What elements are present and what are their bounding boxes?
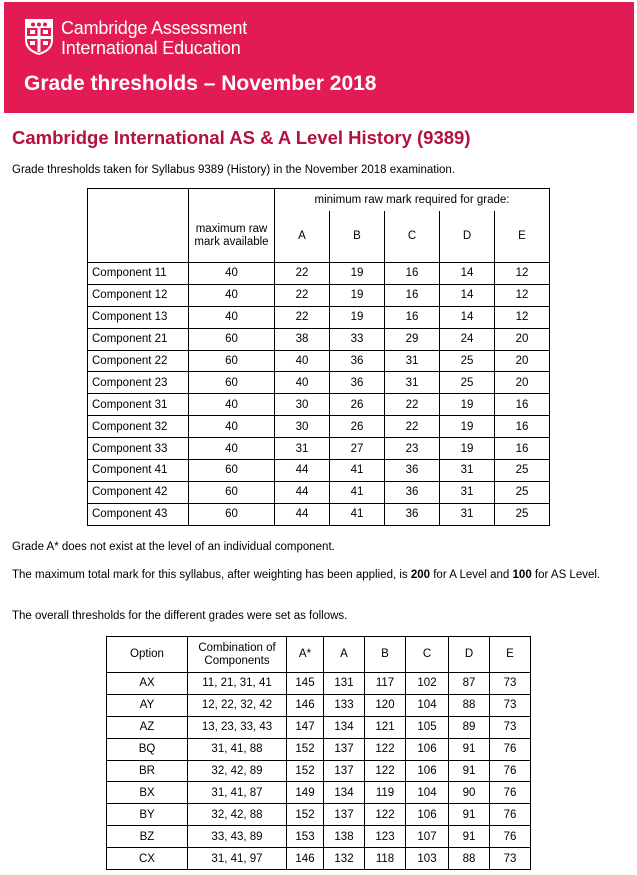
- combination-cell: 32, 42, 88: [188, 804, 287, 826]
- component-thresholds-table: [87, 188, 550, 526]
- table-row: [107, 804, 531, 826]
- column-header: E: [490, 637, 531, 673]
- threshold-cell: 19: [440, 416, 495, 438]
- component-name-cell: Component 21: [88, 328, 189, 350]
- option-thresholds-table: [106, 636, 531, 870]
- threshold-cell: 152: [287, 804, 324, 826]
- threshold-cell: 76: [490, 804, 531, 826]
- component-name-cell: Component 23: [88, 372, 189, 394]
- table-row: [88, 481, 550, 503]
- threshold-cell: 73: [490, 716, 531, 738]
- option-code-cell: BR: [107, 760, 188, 782]
- threshold-cell: 30: [275, 394, 330, 416]
- option-code-cell: BY: [107, 804, 188, 826]
- threshold-cell: 107: [406, 826, 449, 848]
- threshold-cell: 146: [287, 848, 324, 870]
- threshold-cell: 27: [330, 438, 385, 460]
- threshold-cell: 137: [324, 738, 365, 760]
- grade-span-header: minimum raw mark required for grade:: [275, 189, 550, 211]
- threshold-cell: 16: [385, 306, 440, 328]
- threshold-cell: 147: [287, 716, 324, 738]
- option-code-cell: BX: [107, 782, 188, 804]
- threshold-cell: 31: [385, 372, 440, 394]
- threshold-cell: 91: [449, 738, 490, 760]
- table-row: [107, 738, 531, 760]
- threshold-cell: 26: [330, 394, 385, 416]
- component-name-cell: Component 42: [88, 481, 189, 503]
- grade-header: E: [495, 211, 550, 263]
- option-code-cell: AY: [107, 694, 188, 716]
- threshold-cell: 44: [275, 460, 330, 482]
- threshold-cell: 73: [490, 694, 531, 716]
- column-header: C: [406, 637, 449, 673]
- threshold-cell: 14: [440, 263, 495, 285]
- threshold-cell: 36: [385, 503, 440, 525]
- max-mark-cell: 60: [189, 460, 275, 482]
- max-mark-cell: 40: [189, 416, 275, 438]
- threshold-cell: 25: [495, 503, 550, 525]
- component-name-cell: Component 32: [88, 416, 189, 438]
- threshold-cell: 146: [287, 694, 324, 716]
- threshold-cell: 25: [440, 372, 495, 394]
- threshold-cell: 19: [440, 394, 495, 416]
- table-row: [88, 263, 550, 285]
- threshold-cell: 36: [330, 350, 385, 372]
- threshold-cell: 153: [287, 826, 324, 848]
- max-mark-cell: 40: [189, 306, 275, 328]
- table-row: [88, 503, 550, 525]
- column-header: D: [449, 637, 490, 673]
- component-name-cell: Component 12: [88, 284, 189, 306]
- table-row: [107, 848, 531, 870]
- table-row: [107, 826, 531, 848]
- threshold-cell: 104: [406, 782, 449, 804]
- combination-cell: 31, 41, 97: [188, 848, 287, 870]
- intro-text: Grade thresholds taken for Syllabus 9389 (History) in the November 2018 examination.: [12, 164, 455, 176]
- threshold-cell: 22: [275, 306, 330, 328]
- table-row: [88, 306, 550, 328]
- threshold-cell: 152: [287, 760, 324, 782]
- table-row: [107, 673, 531, 695]
- max-mark-cell: 60: [189, 503, 275, 525]
- threshold-cell: 23: [385, 438, 440, 460]
- threshold-cell: 19: [330, 263, 385, 285]
- combination-cell: 32, 42, 89: [188, 760, 287, 782]
- threshold-cell: 88: [449, 694, 490, 716]
- combination-cell: 11, 21, 31, 41: [188, 673, 287, 695]
- empty-corner-cell: [88, 189, 189, 263]
- max-mark-cell: 40: [189, 284, 275, 306]
- max-mark-cell: 60: [189, 372, 275, 394]
- threshold-cell: 76: [490, 760, 531, 782]
- table-row: [88, 438, 550, 460]
- table-row: [88, 372, 550, 394]
- combination-cell: 12, 22, 32, 42: [188, 694, 287, 716]
- cambridge-crest-icon: [24, 18, 54, 56]
- option-code-cell: AZ: [107, 716, 188, 738]
- threshold-cell: 22: [275, 263, 330, 285]
- max-as-level-value: 100: [512, 569, 532, 581]
- threshold-cell: 117: [365, 673, 406, 695]
- max-a-level-value: 200: [410, 569, 431, 581]
- threshold-cell: 29: [385, 328, 440, 350]
- threshold-cell: 16: [385, 284, 440, 306]
- component-name-cell: Component 13: [88, 306, 189, 328]
- threshold-cell: 91: [449, 760, 490, 782]
- threshold-cell: 30: [275, 416, 330, 438]
- combination-cell: 31, 41, 87: [188, 782, 287, 804]
- combination-cell: 31, 41, 88: [188, 738, 287, 760]
- option-code-cell: AX: [107, 673, 188, 695]
- threshold-cell: 19: [330, 284, 385, 306]
- threshold-cell: 40: [275, 372, 330, 394]
- threshold-cell: 16: [495, 438, 550, 460]
- threshold-cell: 90: [449, 782, 490, 804]
- max-note-prefix: The maximum total mark for this syllabus, after weighting has been applied, is: [12, 569, 411, 581]
- component-name-cell: Component 33: [88, 438, 189, 460]
- threshold-cell: 36: [385, 481, 440, 503]
- component-name-cell: Component 22: [88, 350, 189, 372]
- overall-thresholds-note: The overall thresholds for the different grades were set as follows.: [12, 610, 348, 622]
- threshold-cell: 134: [324, 782, 365, 804]
- threshold-cell: 118: [365, 848, 406, 870]
- threshold-cell: 123: [365, 826, 406, 848]
- threshold-cell: 138: [324, 826, 365, 848]
- max-mark-cell: 40: [189, 394, 275, 416]
- component-name-cell: Component 11: [88, 263, 189, 285]
- threshold-cell: 132: [324, 848, 365, 870]
- threshold-cell: 25: [495, 460, 550, 482]
- table-row: [88, 394, 550, 416]
- table-row: [88, 460, 550, 482]
- threshold-cell: 145: [287, 673, 324, 695]
- max-mark-note: [12, 569, 602, 582]
- threshold-cell: 41: [330, 503, 385, 525]
- threshold-cell: 31: [440, 503, 495, 525]
- combination-cell: 33, 43, 89: [188, 826, 287, 848]
- threshold-cell: 104: [406, 694, 449, 716]
- threshold-cell: 137: [324, 804, 365, 826]
- grade-header: A: [275, 211, 330, 263]
- threshold-cell: 26: [330, 416, 385, 438]
- threshold-cell: 16: [495, 394, 550, 416]
- table-row: [107, 782, 531, 804]
- max-mark-cell: 40: [189, 263, 275, 285]
- empty-header-cell: [189, 189, 275, 211]
- threshold-cell: 119: [365, 782, 406, 804]
- threshold-cell: 19: [330, 306, 385, 328]
- threshold-cell: 87: [449, 673, 490, 695]
- threshold-cell: 19: [440, 438, 495, 460]
- threshold-cell: 44: [275, 503, 330, 525]
- table-row: [88, 328, 550, 350]
- max-note-suffix: for AS Level.: [531, 569, 601, 581]
- header-banner: [4, 2, 634, 113]
- threshold-cell: 121: [365, 716, 406, 738]
- component-name-cell: Component 41: [88, 460, 189, 482]
- threshold-cell: 20: [495, 350, 550, 372]
- threshold-cell: 40: [275, 350, 330, 372]
- threshold-cell: 25: [495, 481, 550, 503]
- threshold-cell: 102: [406, 673, 449, 695]
- option-code-cell: CX: [107, 848, 188, 870]
- astar-note: Grade A* does not exist at the level of an individual component.: [12, 541, 335, 553]
- threshold-cell: 149: [287, 782, 324, 804]
- brand-name-line2: International Education: [61, 38, 241, 58]
- threshold-cell: 14: [440, 306, 495, 328]
- threshold-cell: 16: [385, 263, 440, 285]
- column-header: A: [324, 637, 365, 673]
- threshold-cell: 12: [495, 306, 550, 328]
- column-header: Option: [107, 637, 188, 673]
- threshold-cell: 122: [365, 738, 406, 760]
- threshold-cell: 36: [385, 460, 440, 482]
- grade-header: C: [385, 211, 440, 263]
- threshold-cell: 120: [365, 694, 406, 716]
- threshold-cell: 137: [324, 760, 365, 782]
- table-row: [107, 716, 531, 738]
- column-header: B: [365, 637, 406, 673]
- threshold-cell: 12: [495, 263, 550, 285]
- threshold-cell: 73: [490, 848, 531, 870]
- threshold-cell: 103: [406, 848, 449, 870]
- table-row: [88, 416, 550, 438]
- threshold-cell: 14: [440, 284, 495, 306]
- column-header: Combination of Components: [188, 637, 287, 673]
- brand-name-line1: Cambridge Assessment: [61, 18, 248, 38]
- threshold-cell: 131: [324, 673, 365, 695]
- threshold-cell: 12: [495, 284, 550, 306]
- component-name-cell: Component 43: [88, 503, 189, 525]
- table-row: [88, 284, 550, 306]
- threshold-cell: 106: [406, 738, 449, 760]
- threshold-cell: 91: [449, 804, 490, 826]
- threshold-cell: 88: [449, 848, 490, 870]
- grade-header: B: [330, 211, 385, 263]
- table-row: [88, 350, 550, 372]
- threshold-cell: 31: [440, 460, 495, 482]
- threshold-cell: 73: [490, 673, 531, 695]
- threshold-cell: 38: [275, 328, 330, 350]
- max-mark-cell: 60: [189, 481, 275, 503]
- threshold-cell: 24: [440, 328, 495, 350]
- threshold-cell: 41: [330, 460, 385, 482]
- max-note-mid: for A Level and: [430, 569, 513, 581]
- option-code-cell: BQ: [107, 738, 188, 760]
- threshold-cell: 22: [385, 416, 440, 438]
- threshold-cell: 16: [495, 416, 550, 438]
- threshold-cell: 105: [406, 716, 449, 738]
- threshold-cell: 31: [385, 350, 440, 372]
- threshold-cell: 20: [495, 372, 550, 394]
- threshold-cell: 31: [275, 438, 330, 460]
- threshold-cell: 89: [449, 716, 490, 738]
- threshold-cell: 134: [324, 716, 365, 738]
- threshold-cell: 20: [495, 328, 550, 350]
- threshold-cell: 44: [275, 481, 330, 503]
- combination-cell: 13, 23, 33, 43: [188, 716, 287, 738]
- threshold-cell: 152: [287, 738, 324, 760]
- max-mark-header: maximum raw mark available: [189, 211, 275, 263]
- threshold-cell: 133: [324, 694, 365, 716]
- syllabus-heading: Cambridge International AS & A Level History (9389): [12, 127, 471, 148]
- threshold-cell: 22: [385, 394, 440, 416]
- threshold-cell: 76: [490, 826, 531, 848]
- column-header: A*: [287, 637, 324, 673]
- page-title: Grade thresholds – November 2018: [24, 72, 377, 95]
- threshold-cell: 122: [365, 804, 406, 826]
- threshold-cell: 25: [440, 350, 495, 372]
- threshold-cell: 41: [330, 481, 385, 503]
- threshold-cell: 76: [490, 738, 531, 760]
- threshold-cell: 91: [449, 826, 490, 848]
- threshold-cell: 106: [406, 804, 449, 826]
- grade-header: D: [440, 211, 495, 263]
- threshold-cell: 76: [490, 782, 531, 804]
- option-code-cell: BZ: [107, 826, 188, 848]
- threshold-cell: 36: [330, 372, 385, 394]
- threshold-cell: 33: [330, 328, 385, 350]
- threshold-cell: 122: [365, 760, 406, 782]
- max-mark-cell: 40: [189, 438, 275, 460]
- table-row: [107, 694, 531, 716]
- component-name-cell: Component 31: [88, 394, 189, 416]
- threshold-cell: 22: [275, 284, 330, 306]
- max-mark-cell: 60: [189, 328, 275, 350]
- max-mark-cell: 60: [189, 350, 275, 372]
- threshold-cell: 31: [440, 481, 495, 503]
- threshold-cell: 106: [406, 760, 449, 782]
- table-row: [107, 760, 531, 782]
